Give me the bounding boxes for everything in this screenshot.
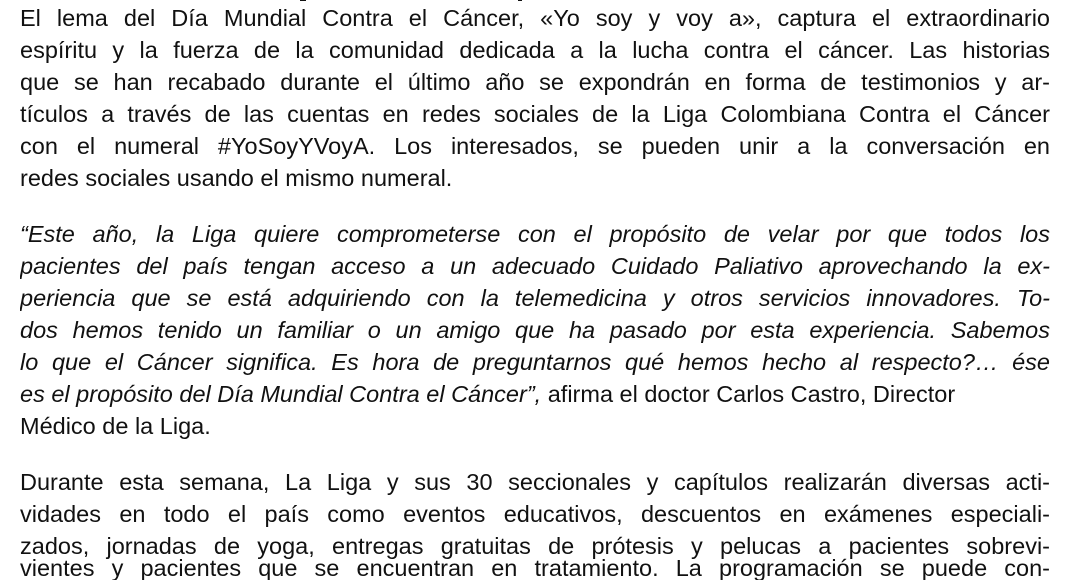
- quote-line-1: “Este año, la Liga quiere comprometerse con el propósito de velar por que todos los: [20, 221, 1050, 247]
- paragraph-3-line-3: zados, jornadas de yoga, entregas gratuitas de prótesis y pelucas a pacientes sobrevi-: [20, 533, 1050, 559]
- quote-line-3: periencia que se está adquiriendo con la telemedicina y otros servicios innovadores. To-: [20, 285, 1050, 311]
- paragraph-1-line-6: redes sociales usando el mismo numeral.: [20, 165, 453, 191]
- paragraph-1-line-5: con el numeral #YoSoyYVoyA. Los interesados, se pueden unir a la conversación en: [20, 133, 1050, 159]
- paragraph-3-line-4: vientes y pacientes que se encuentran en tratamiento. La programación se puede con-: [20, 555, 1050, 580]
- paragraph-1-line-3: que se han recabado durante el último año se expondrán en forma de testimonios y ar-: [20, 69, 1050, 95]
- paragraph-1-line-2: espíritu y la fuerza de la comunidad dedicada a la lucha contra el cáncer. Las historias: [20, 37, 1050, 63]
- cropped-text-remnant: [300, 0, 306, 1]
- paragraph-1-line-4: tículos a través de las cuentas en redes sociales de la Liga Colombiana Contra el Cáncer: [20, 101, 1050, 127]
- paragraph-3-line-1: Durante esta semana, La Liga y sus 30 seccionales y capítulos realizarán diversas acti-: [20, 469, 1050, 495]
- quote-line-4: dos hemos tenido un familiar o un amigo que ha pasado por esta experiencia. Sabemos: [20, 317, 1050, 343]
- quote-line-2: pacientes del país tengan acceso a un adecuado Cuidado Paliativo aprovechando la ex-: [20, 253, 1050, 279]
- paragraph-1-line-1: El lema del Día Mundial Contra el Cáncer, «Yo soy y voy a», captura el extraordinario: [20, 5, 1050, 31]
- cropped-text-remnant: [518, 0, 522, 1]
- quote-line-5: lo que el Cáncer significa. Es hora de preguntarnos qué hemos hecho al respecto?… ése: [20, 349, 1050, 375]
- paragraph-3-line-2: vidades en todo el país como eventos educativos, descuentos en exámenes especiali-: [20, 501, 1050, 527]
- quote-closing-text: es el propósito del Día Mundial Contra el Cáncer”,: [20, 381, 542, 407]
- quote-attribution-line: [20, 379, 955, 409]
- attribution-last-line: Médico de la Liga.: [20, 413, 211, 439]
- attribution-text: afirma el doctor Carlos Castro, Director: [541, 381, 956, 407]
